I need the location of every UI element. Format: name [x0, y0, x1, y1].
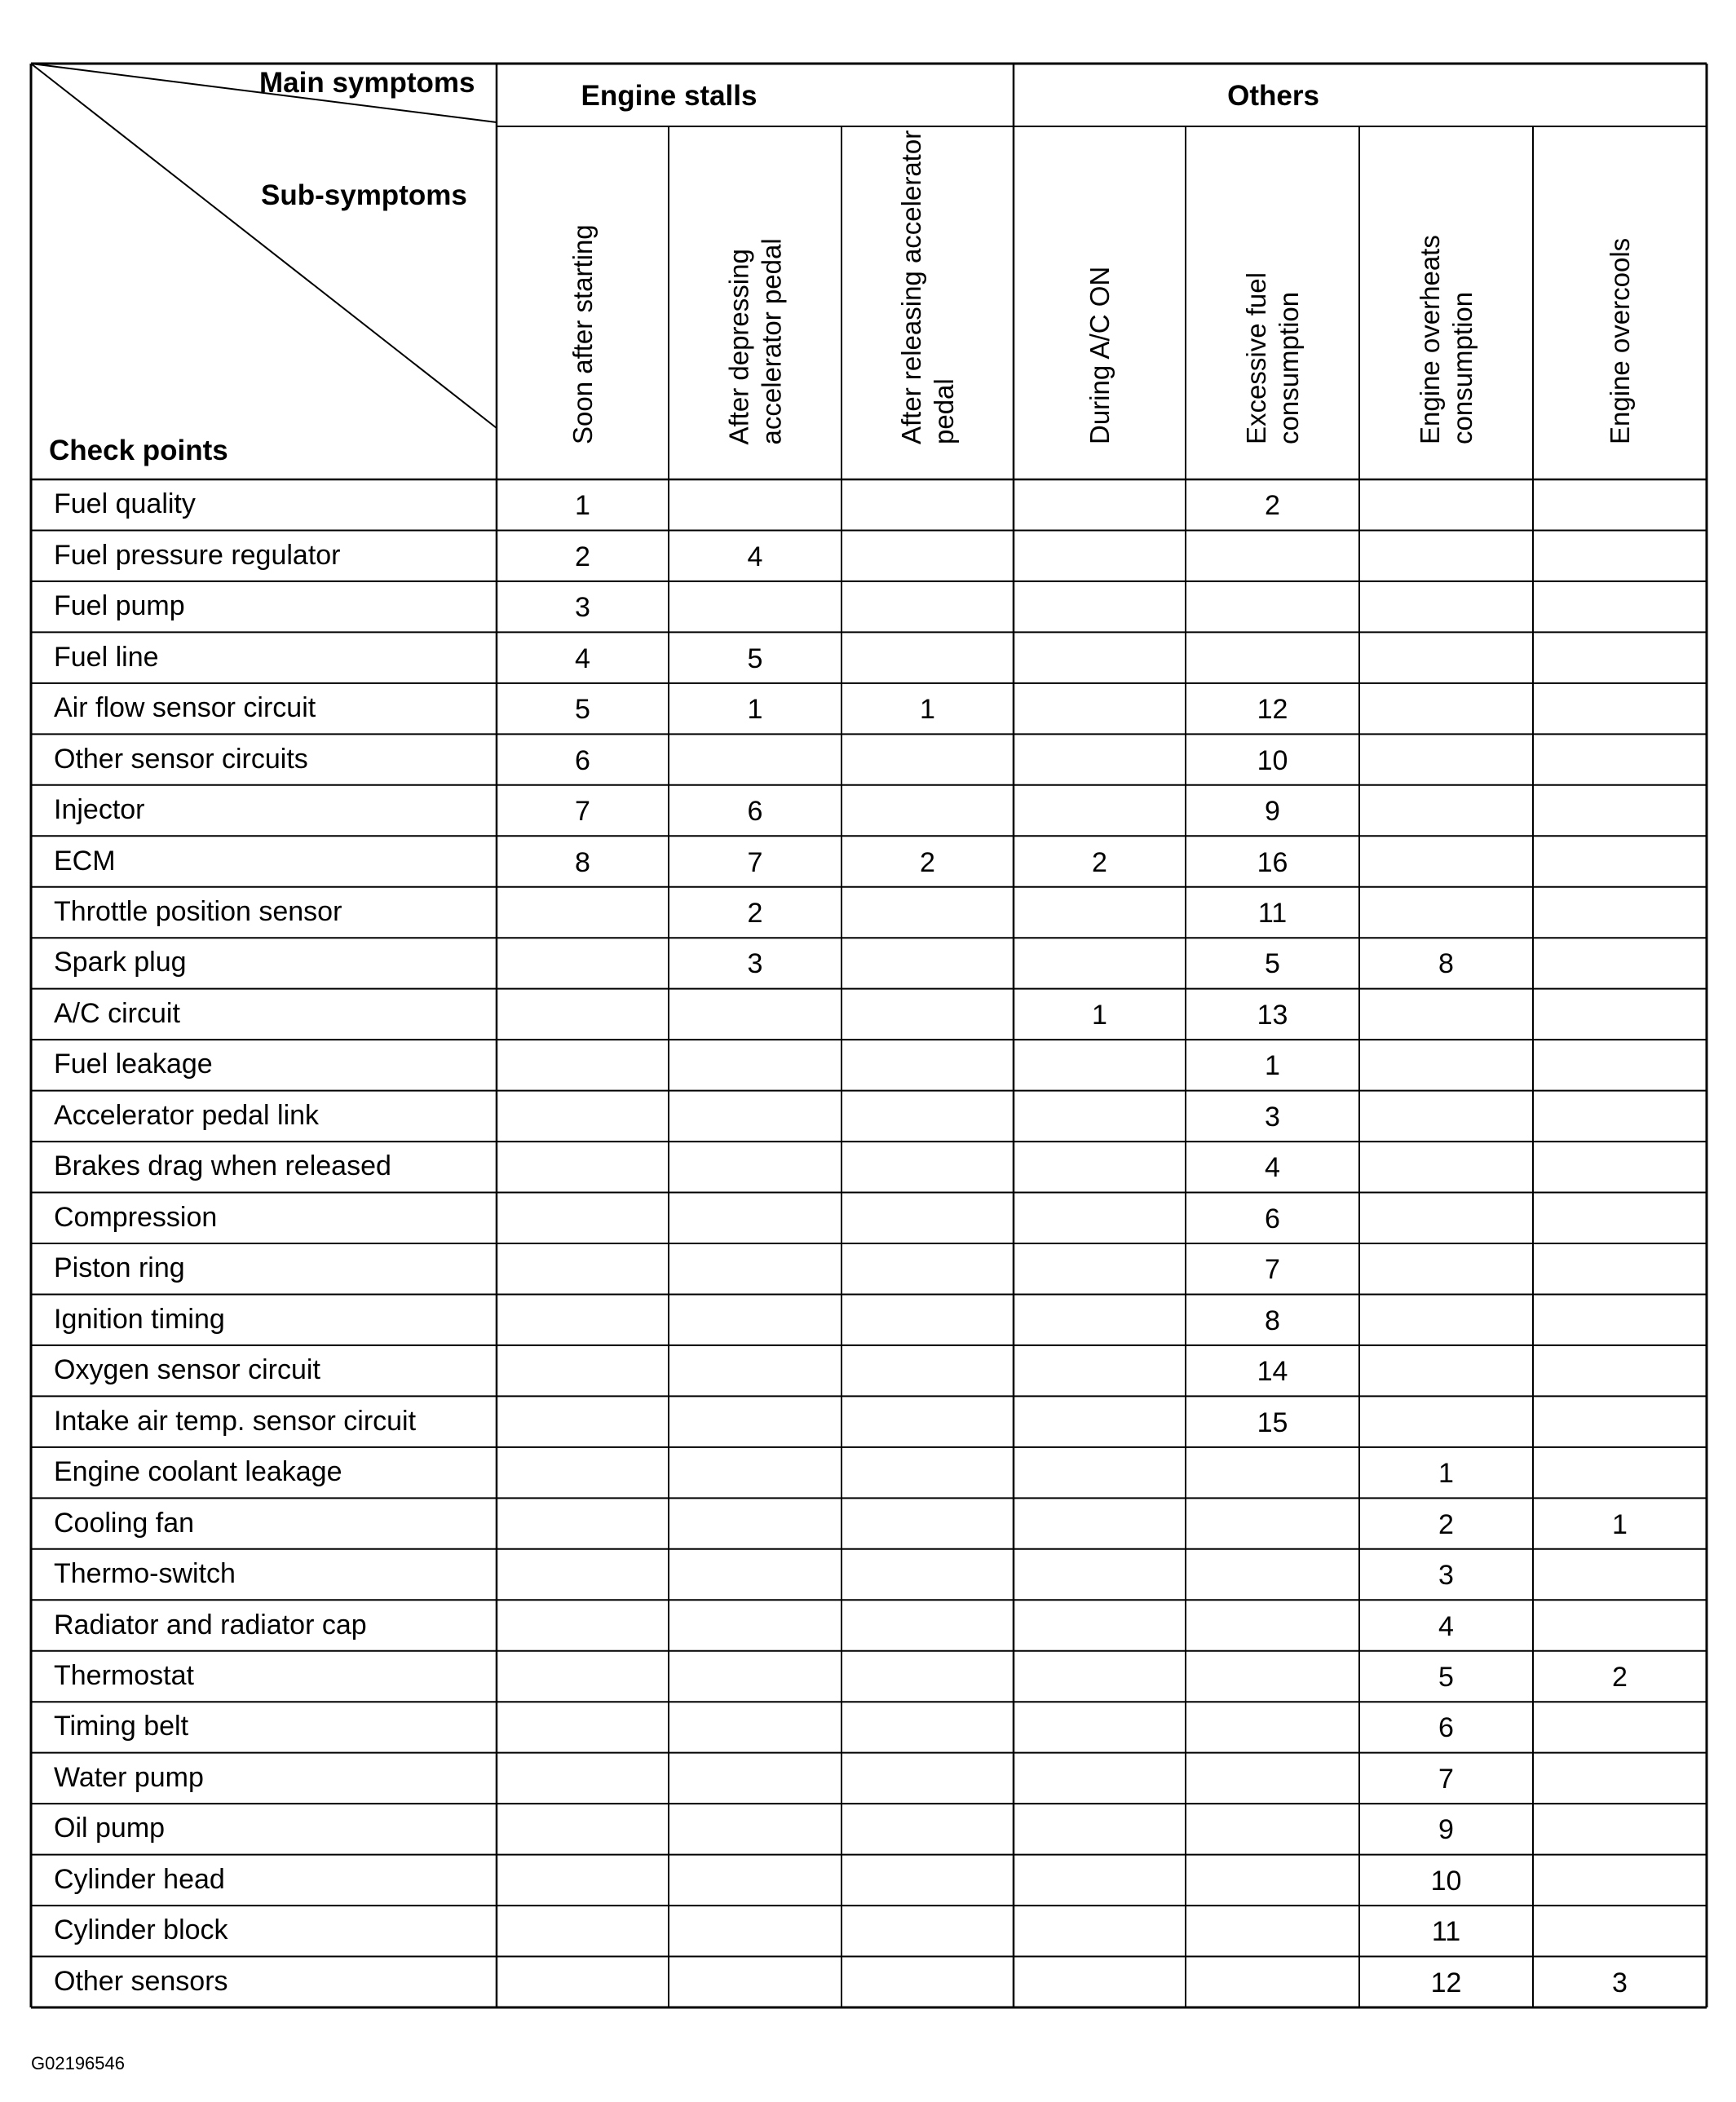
table-cell: 6 — [1265, 1203, 1280, 1234]
table-cell: 7 — [747, 846, 763, 878]
check-point-label: Cylinder block — [54, 1914, 228, 1946]
table-cell: 4 — [1438, 1610, 1454, 1642]
column-header — [1022, 130, 1177, 444]
table-cell: 4 — [1265, 1152, 1280, 1184]
check-point-label: ECM — [54, 845, 116, 877]
column-header — [677, 130, 833, 444]
column-header-line: consumption — [1447, 291, 1478, 444]
table-cell: 2 — [1438, 1508, 1454, 1540]
table-cell: 12 — [1257, 694, 1288, 726]
table-cell: 2 — [920, 846, 935, 878]
check-points-label: Check points — [49, 435, 228, 466]
check-point-label: Thermo-switch — [54, 1558, 236, 1590]
table-cell: 4 — [575, 643, 590, 674]
table-cell: 8 — [1265, 1305, 1280, 1336]
check-point-label: Fuel pressure regulator — [54, 539, 341, 571]
table-cell: 6 — [1438, 1712, 1454, 1744]
sub-symptoms-label: Sub-symptoms — [261, 179, 467, 211]
check-point-label: Engine coolant leakage — [54, 1456, 342, 1488]
table-cell: 13 — [1257, 999, 1288, 1031]
column-header-line: Engine overheats — [1414, 235, 1445, 444]
table-cell: 2 — [1612, 1661, 1628, 1693]
column-header-line: After depressing — [723, 248, 754, 444]
table-cell: 7 — [1438, 1763, 1454, 1795]
check-point-label: Cooling fan — [54, 1507, 195, 1539]
column-header-line: Soon after starting — [567, 224, 598, 444]
table-cell: 1 — [1438, 1458, 1454, 1490]
group-others: Others — [1227, 80, 1319, 112]
table-cell: 1 — [1612, 1508, 1628, 1540]
table-cell: 12 — [1430, 1967, 1462, 1998]
table-cell: 1 — [1265, 1050, 1280, 1082]
check-point-label: Other sensors — [54, 1965, 228, 1997]
table-cell: 3 — [1265, 1101, 1280, 1133]
check-point-label: Spark plug — [54, 947, 187, 978]
table-cell: 15 — [1257, 1406, 1288, 1438]
table-cell: 3 — [747, 948, 763, 980]
check-point-label: Throttle position sensor — [54, 895, 342, 927]
table-cell: 6 — [747, 796, 763, 828]
table-cell: 14 — [1257, 1356, 1288, 1388]
table-cell: 5 — [1265, 948, 1280, 980]
check-point-label: Intake air temp. sensor circuit — [54, 1405, 417, 1437]
figure-code: G02196546 — [31, 2053, 125, 2073]
table-cell: 8 — [575, 846, 590, 878]
check-point-label: Fuel quality — [54, 488, 196, 520]
check-point-label: Timing belt — [54, 1711, 189, 1742]
check-point-label: A/C circuit — [54, 997, 180, 1029]
table-cell: 11 — [1431, 1916, 1461, 1948]
column-header — [1541, 130, 1698, 444]
check-point-label: Fuel pump — [54, 590, 185, 622]
group-engine-stalls: Engine stalls — [581, 80, 758, 112]
table-cell: 3 — [575, 592, 590, 624]
table-cell: 3 — [1612, 1967, 1628, 1998]
check-point-label: Oxygen sensor circuit — [54, 1354, 320, 1386]
table-cell: 16 — [1257, 846, 1288, 878]
table-cell: 2 — [575, 541, 590, 572]
table-cell: 9 — [1265, 796, 1280, 828]
column-header-line: After releasing accelerator — [895, 130, 926, 444]
table-cell: 1 — [747, 694, 763, 726]
table-cell: 6 — [575, 744, 590, 776]
table-cell: 9 — [1438, 1814, 1454, 1846]
check-point-label: Radiator and radiator cap — [54, 1609, 367, 1641]
header-diagonal-line — [31, 64, 497, 428]
column-header — [850, 130, 1005, 444]
table-cell: 2 — [1092, 846, 1107, 878]
table-cell: 11 — [1257, 897, 1288, 929]
table-cell: 2 — [747, 897, 763, 929]
column-header — [1367, 130, 1525, 444]
table-cell: 10 — [1430, 1865, 1462, 1897]
table-cell: 8 — [1438, 948, 1454, 980]
column-header-line: pedal — [928, 378, 959, 444]
check-point-label: Other sensor circuits — [54, 743, 308, 775]
table-cell: 4 — [747, 541, 763, 572]
table-cell: 1 — [1092, 999, 1107, 1031]
column-header-line: Engine overcools — [1604, 237, 1635, 444]
check-point-label: Fuel leakage — [54, 1049, 213, 1080]
column-header-line: During A/C ON — [1084, 266, 1115, 444]
table-cell: 1 — [920, 694, 935, 726]
column-header-line: accelerator pedal — [756, 237, 786, 444]
column-header — [505, 130, 660, 444]
table-cell: 5 — [747, 643, 763, 674]
check-point-label: Thermostat — [54, 1659, 194, 1691]
check-point-label: Accelerator pedal link — [54, 1099, 320, 1131]
column-header — [1194, 130, 1351, 444]
table-cell: 5 — [1438, 1661, 1454, 1693]
check-point-label: Air flow sensor circuit — [54, 692, 316, 724]
table-cell: 5 — [575, 694, 590, 726]
table-cell: 1 — [575, 490, 590, 522]
check-point-label: Cylinder head — [54, 1863, 225, 1895]
column-header-line: consumption — [1273, 291, 1304, 444]
main-symptoms-label: Main symptoms — [259, 67, 475, 99]
check-point-label: Oil pump — [54, 1813, 166, 1844]
table-cell: 7 — [1265, 1254, 1280, 1286]
check-point-label: Water pump — [54, 1761, 204, 1793]
table-cell: 10 — [1257, 744, 1288, 776]
check-point-label: Ignition timing — [54, 1303, 225, 1335]
column-header-line: Excessive fuel — [1240, 272, 1271, 444]
check-point-label: Compression — [54, 1201, 218, 1233]
table-cell: 7 — [575, 796, 590, 828]
table-cell: 3 — [1438, 1560, 1454, 1592]
check-point-label: Injector — [54, 794, 145, 826]
table-cell: 2 — [1265, 490, 1280, 522]
check-point-label: Fuel line — [54, 641, 159, 673]
check-point-label: Piston ring — [54, 1252, 185, 1284]
check-point-label: Brakes drag when released — [54, 1150, 391, 1182]
